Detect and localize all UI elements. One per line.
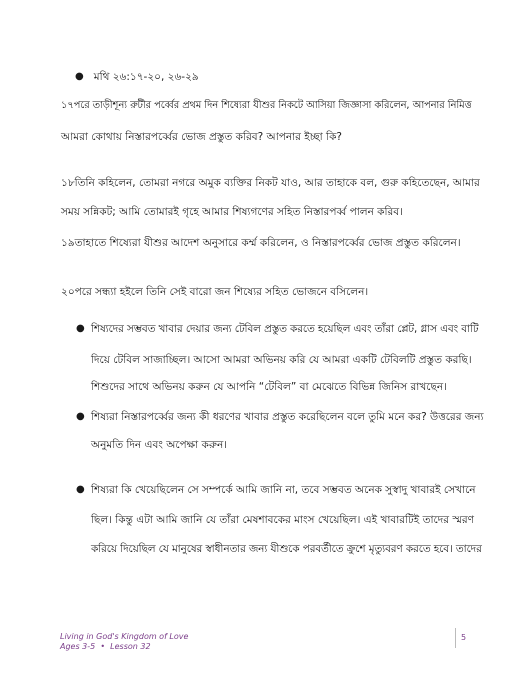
bullet-line: শিশুদের সাথে অভিনয় করুন যে আপনি “টেবিল” বা মেঝেতে বিভিন্ন জিনিস রাখছেন। (91, 381, 447, 393)
page-footer (60, 632, 188, 652)
bullet-dot-icon: ● (76, 411, 85, 422)
bullet-line: ছিল। কিন্তু এটা আমি জানি যে তাঁরা মেষশাবকের মাংস খেয়েছিল। এই খাবারটিই তাদের স্মরণ (91, 514, 474, 526)
footer-title: Living in God's Kingdom of Love (60, 632, 189, 641)
scripture-reference-text: মথি ২৬:১৭-২০, ২৬-২৯ (93, 71, 199, 83)
footer-divider (455, 628, 456, 648)
paragraph-line: ১৮তিনি কহিলেন, তোমরা নগরে অমুক ব্যক্তির নিকট যাও, আর তাহাকে বল, গুরু কহিতেছেন, আমার (61, 177, 480, 189)
scripture-reference (75, 70, 199, 84)
bullet-line: দিয়ে টেবিল সাজাচ্ছিল। আসো আমরা অভিনয় করি যে আমরা একটি টেবিলটি প্রস্তুত করছি। (91, 354, 472, 366)
bullet-dot-icon: ● (76, 484, 85, 495)
bullet-line: অনুমতি দিন এবং অপেক্ষা করুন। (91, 439, 227, 451)
bullet-line: শিষ্যরা কি খেয়েছিলেন সে সম্পর্কে আমি জানি না, তবে সম্ভবত অনেক সুস্বাদু খাবারই সেখানে (91, 484, 476, 496)
bullet-dot-icon: ● (76, 323, 85, 334)
bullet-line: শিষ্যদের সম্ভবত খাবার দেয়ার জন্য টেবিল প্রস্তুত করতে হয়েছিল এবং তাঁরা প্লেট, গ্লাস এবং বাটি (91, 323, 479, 335)
paragraph-line: ২০পরে সন্ধ্যা হইলে তিনি সেই বারো জন শিষ্যের সহিত ভোজনে বসিলেন। (61, 286, 369, 298)
paragraph-line: ১৭পরে তাড়ীশূন্য রুটীর পর্ব্বের প্রথম দিন শিষ্যেরা যীশুর নিকটে আসিয়া জিজ্ঞাসা করিলেন, আপনার নিমিত্ত (61, 100, 472, 111)
paragraph-line: সময় সন্নিকট; আমি তোমারই গৃহে আমার শিষ্যগণের সহিত নিস্তারপর্ব্ব পালন করিব। (61, 206, 403, 218)
bullet-line: শিষ্যরা নিস্তারপর্ব্বের জন্য কী ধরণের খাবার প্রস্তুত করেছিলেন বলে তুমি মনে কর? উত্তরের জন্য (91, 411, 484, 423)
page-number: 5 (461, 633, 467, 642)
footer-subtitle: Ages 3-5 • Lesson 32 (60, 642, 151, 651)
paragraph-line: আমরা কোথায় নিস্তারপর্ব্বের ভোজ প্রস্তুত করিব? আপনার ইচ্ছা কি? (61, 131, 342, 143)
bullet-line: করিয়ে দিয়েছিল যে মানুষের স্বাধীনতার জন্য যীশুকে পরবর্তীতে ক্রুশে মৃত্যুবরণ করতে হবে। তাদের (91, 543, 482, 555)
bullet-dot-icon: ● (75, 71, 84, 82)
paragraph-line: ১৯তাহাতে শিষ্যেরা যীশুর আদেশ অনুসারে কর্ম্ম করিলেন, ও নিস্তারপর্ব্বের ভোজ প্রস্তুত করিলেন। (61, 237, 461, 249)
